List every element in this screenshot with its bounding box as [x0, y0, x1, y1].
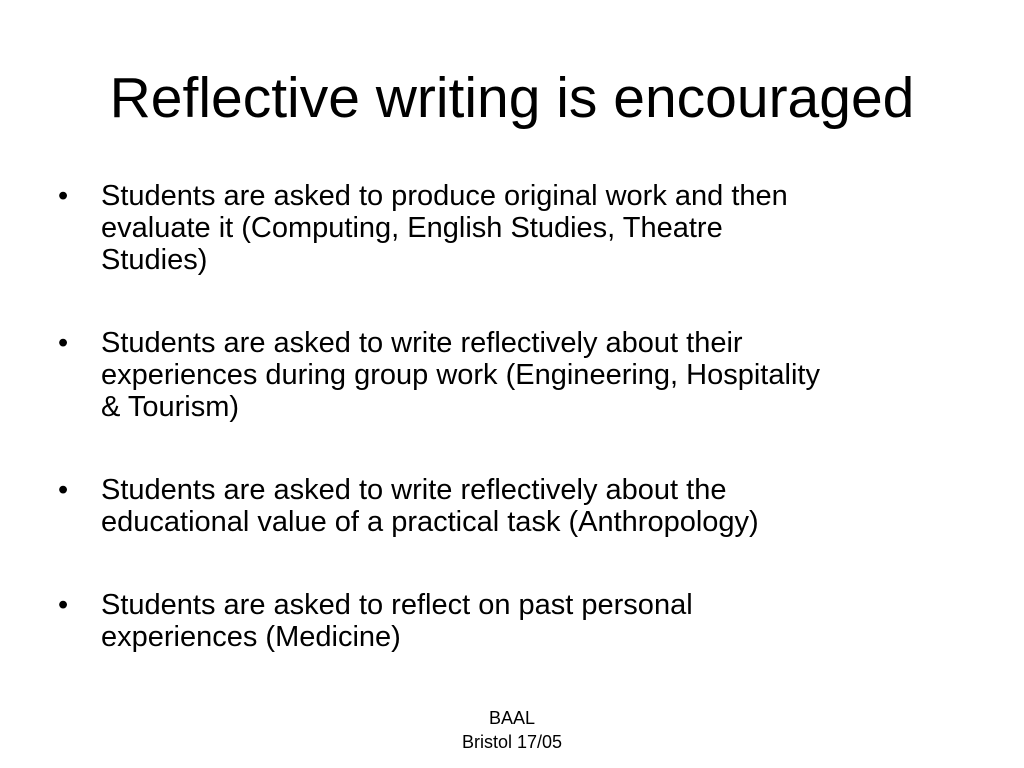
bullet-text: Students are asked to write reflectively about the educational value of a practical task (Anthropology) [101, 474, 759, 538]
bullet-dot: • [58, 327, 69, 359]
footer-line-1: BAAL [488, 708, 536, 728]
footer-line-2: Bristol 17/05 [461, 732, 563, 752]
slide-footer [412, 706, 612, 754]
bullet-dot: • [58, 474, 69, 506]
bullet-text: Students are asked to reflect on past personal experiences (Medicine) [101, 589, 693, 653]
bullet-text: Students are asked to produce original work and then evaluate it (Computing, English Studies, Theatre Studies) [101, 180, 788, 276]
slide-title: Reflective writing is encouraged [109, 66, 915, 130]
bullet-dot: • [58, 180, 69, 212]
bullet-dot: • [58, 589, 69, 621]
bullet-text: Students are asked to write reflectively about their experiences during group work (Engineering, Hospitality & Tourism) [101, 327, 820, 423]
